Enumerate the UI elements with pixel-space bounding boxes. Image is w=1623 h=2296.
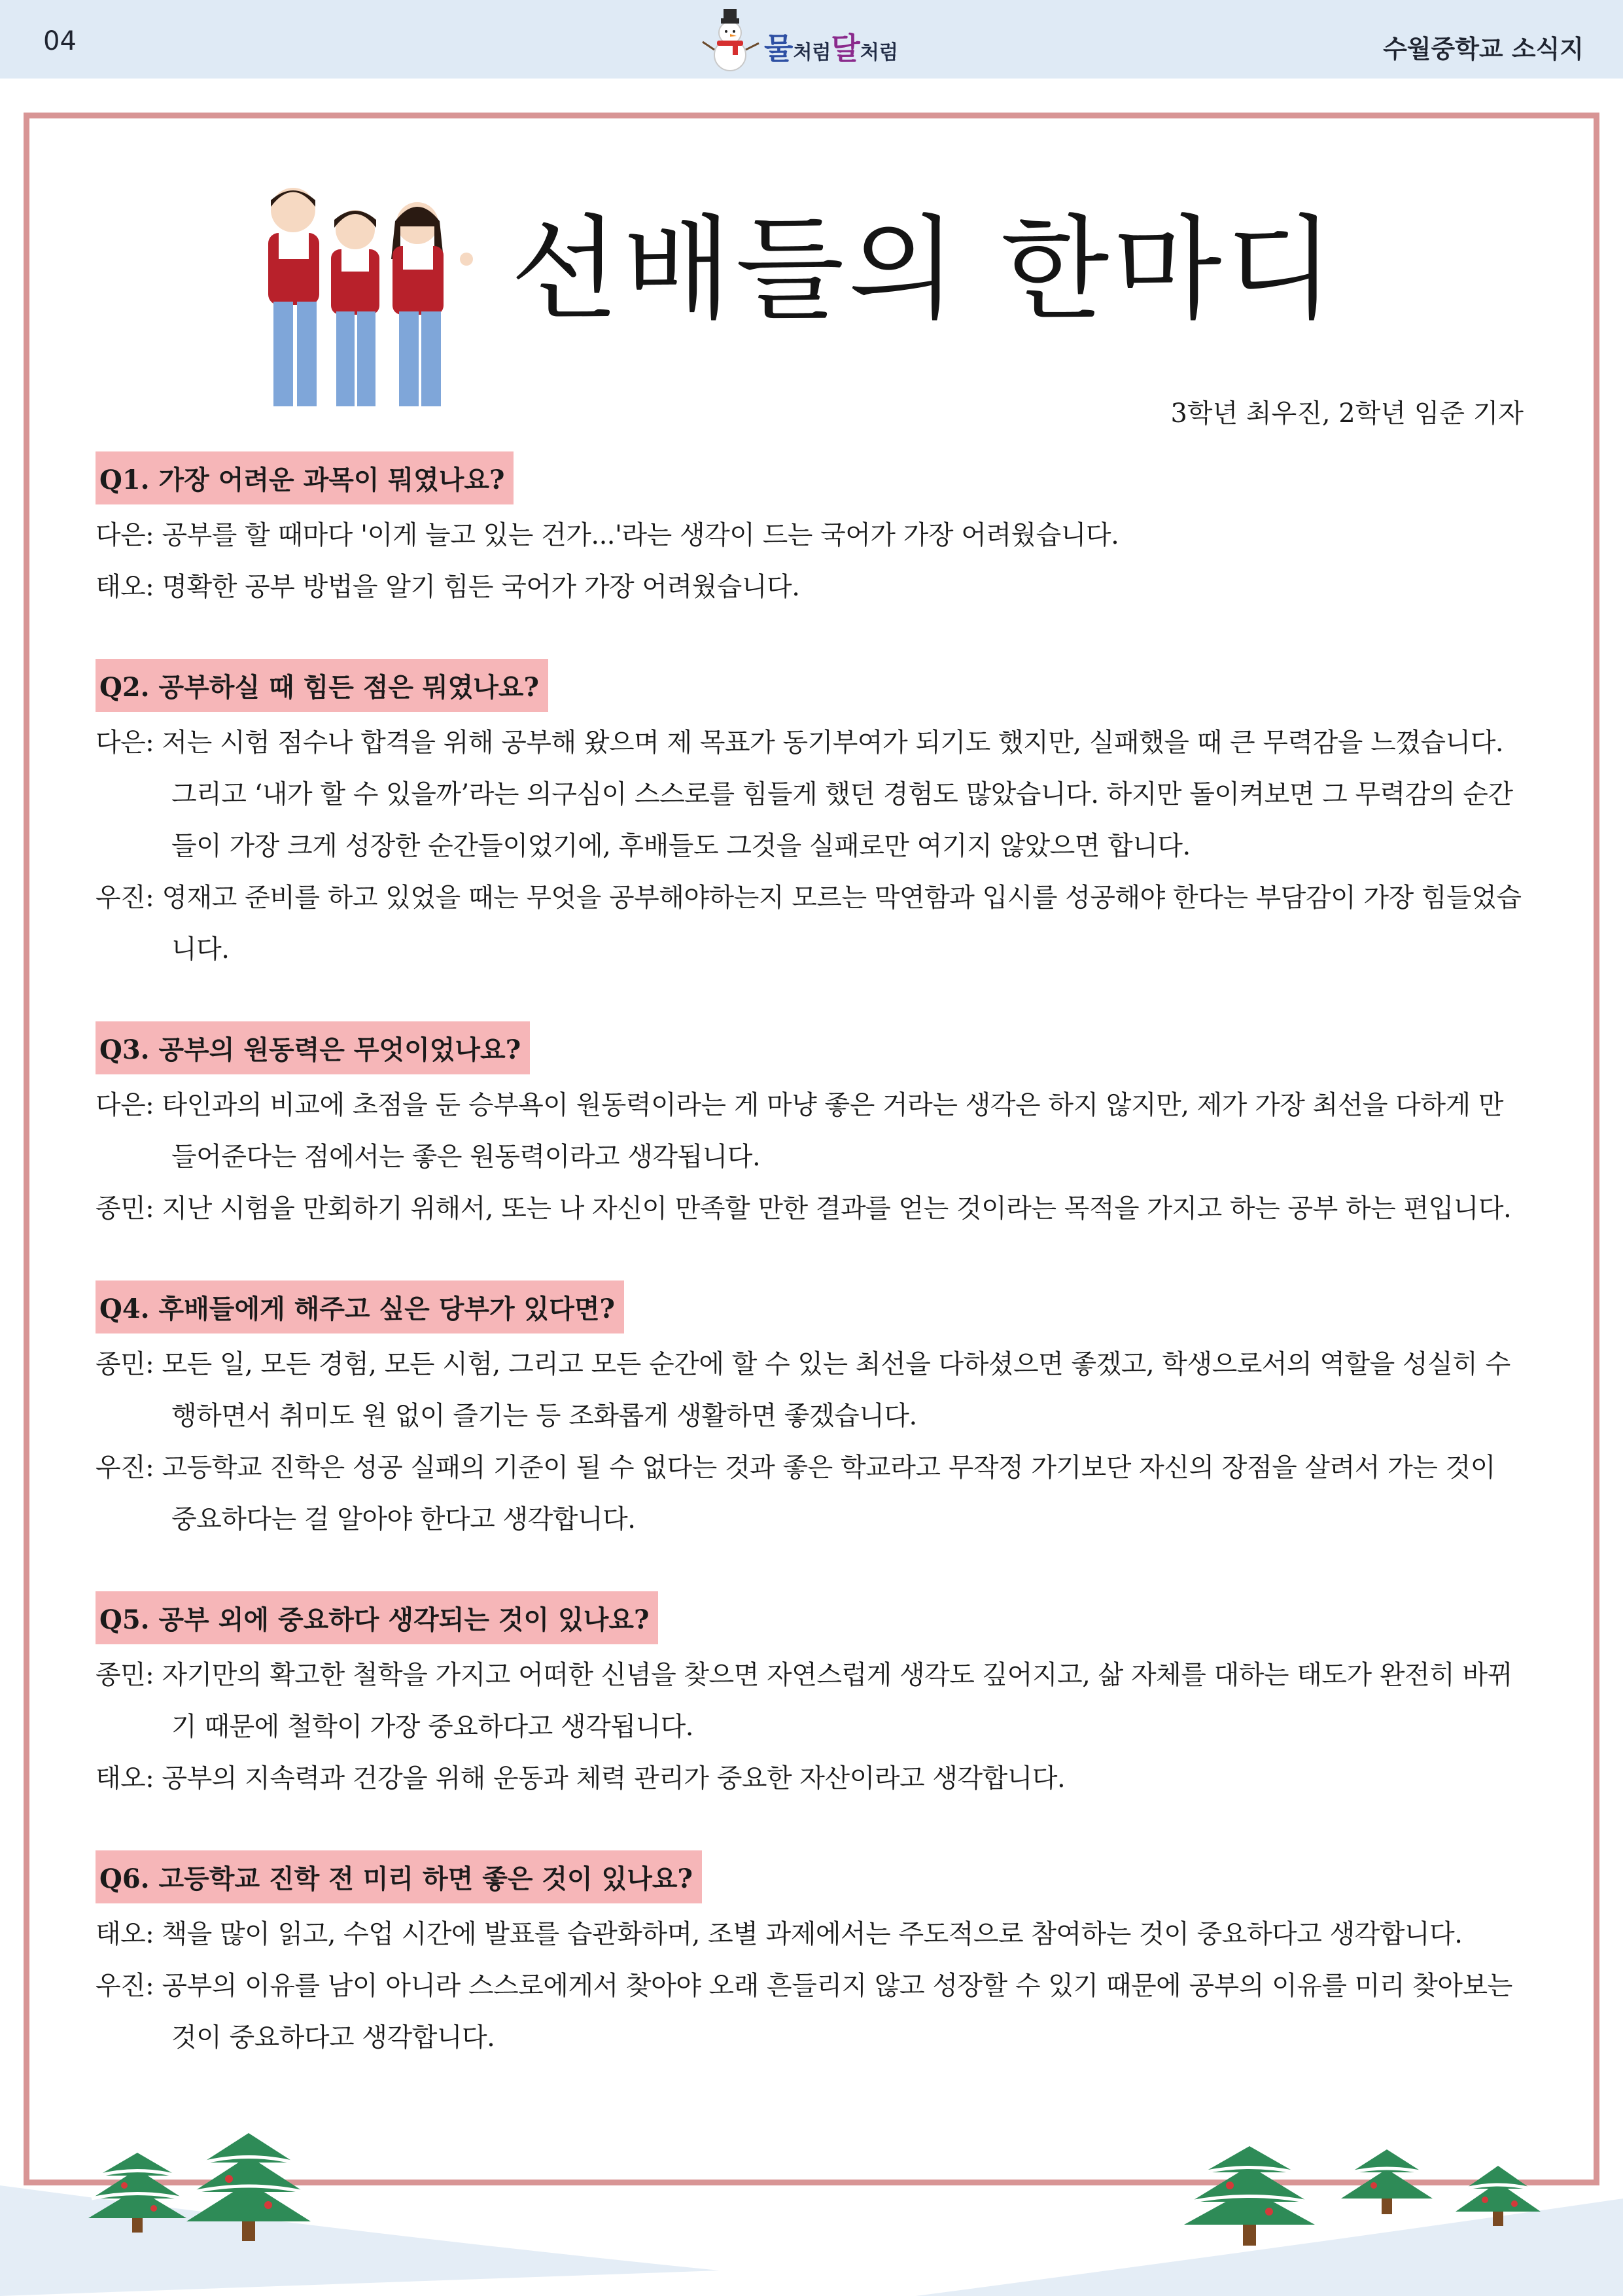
answer-3a: 다은: 타인과의 비교에 초점을 둔 승부욕이 원동력이라는 게 마냥 좋은 거라는 생각은 하지 않지만, 제가 가장 최선을 다하게 만들어준다는 점에서는 좋은 원동력이라고 생각됩니다.	[96, 1090, 1504, 1172]
qa-item-6	[96, 1850, 1528, 2064]
question-6: Q6. 고등학교 진학 전 미리 하면 좋은 것이 있나요?	[96, 1850, 702, 1903]
snowman-icon	[699, 9, 764, 75]
logo-word-1: 물	[764, 31, 794, 66]
christmas-tree-icon	[1178, 2140, 1557, 2251]
qa-item-5	[96, 1591, 1528, 1805]
question-1: Q1. 가장 어려운 과목이 뭐였나요?	[96, 451, 514, 504]
answer-6a: 태오: 책을 많이 읽고, 수업 시간에 발표를 습관화하며, 조별 과제에서는 주도적으로 참여하는 것이 중요하다고 생각합니다.	[96, 1919, 1463, 1949]
answer-5a: 종민: 자기만의 확고한 철학을 가지고 어떠한 신념을 찾으면 자연스럽게 생각도 깊어지고, 삶 자체를 대하는 태도가 완전히 바뀌기 때문에 철학이 가장 중요하다고 생각됩니다.	[96, 1660, 1512, 1742]
qa-section	[96, 451, 1528, 2110]
logo-word-4: 처럼	[860, 41, 898, 64]
answer-2b: 우진: 영재고 준비를 하고 있었을 때는 무엇을 공부해야하는지 모르는 막연함과 입시를 성공해야 한다는 부담감이 가장 힘들었습니다.	[96, 883, 1522, 964]
answer-5b: 태오: 공부의 지속력과 건강을 위해 운동과 체력 관리가 중요한 자산이라고 생각합니다.	[96, 1763, 1066, 1793]
question-5: Q5. 공부 외에 중요하다 생각되는 것이 있나요?	[96, 1591, 658, 1644]
answer-2a: 다은: 저는 시험 점수나 합격을 위해 공부해 왔으며 제 목표가 동기부여가 되기도 했지만, 실패했을 때 큰 무력감을 느꼈습니다. 그리고 ‘내가 할 수 있을까’라는 의구심이 스스로를 힘들게 했던 경험도 많았습니다. 하지만 돌이켜보면 그 무력감의 순간들이 가장 크게 성장한 순간들이었기에, 후배들도 그것을 실패로만 여기지 않았으면 합니다.	[96, 728, 1513, 861]
page-title: 선배들의 한마디	[510, 203, 1338, 335]
publication-name: 수월중학교 소식지	[1383, 35, 1584, 63]
question-4: Q4. 후배들에게 해주고 싶은 당부가 있다면?	[96, 1280, 624, 1333]
logo-word-2: 처럼	[793, 41, 831, 64]
question-3: Q3. 공부의 원동력은 무엇이었나요?	[96, 1021, 530, 1074]
answer-4a: 종민: 모든 일, 모든 경험, 모든 시험, 그리고 모든 순간에 할 수 있는 최선을 다하셨으면 좋겠고, 학생으로서의 역할을 성실히 수행하면서 취미도 원 없이 즐기는 등 조화롭게 생활하면 좋겠습니다.	[96, 1349, 1510, 1431]
byline: 3학년 최우진, 2학년 임준 기자	[1170, 398, 1524, 429]
qa-item-4	[96, 1280, 1528, 1545]
newsletter-logo	[699, 9, 915, 75]
page-number: 04	[43, 26, 77, 56]
answer-4b: 우진: 고등학교 진학은 성공 실패의 기준이 될 수 없다는 것과 좋은 학교라고 무작정 가기보단 자신의 장점을 살려서 가는 것이 중요하다는 걸 알아야 한다고 생각합니다.	[96, 1453, 1495, 1534]
answer-6b: 우진: 공부의 이유를 남이 아니라 스스로에게서 찾아야 오래 흔들리지 않고 성장할 수 있기 때문에 공부의 이유를 미리 찾아보는것이 중요하다고 생각합니다.	[96, 1971, 1512, 2053]
logo-word-3: 달	[831, 31, 860, 66]
qa-item-3	[96, 1021, 1528, 1235]
logo-wordmark	[764, 25, 898, 68]
students-illustration	[228, 181, 483, 410]
question-2: Q2. 공부하실 때 힘든 점은 뭐였나요?	[96, 659, 548, 712]
answer-1a: 다은: 공부를 할 때마다 '이게 늘고 있는 건가...'라는 생각이 드는 국어가 가장 어려웠습니다.	[96, 520, 1119, 550]
answer-3b: 종민: 지난 시험을 만회하기 위해서, 또는 나 자신이 만족할 만한 결과를 얻는 것이라는 목적을 가지고 하는 공부 하는 편입니다.	[96, 1193, 1512, 1224]
qa-item-1	[96, 451, 1528, 613]
qa-item-2	[96, 659, 1528, 976]
christmas-tree-icon	[85, 2127, 334, 2244]
answer-1b: 태오: 명확한 공부 방법을 알기 힘든 국어가 가장 어려웠습니다.	[96, 572, 800, 602]
